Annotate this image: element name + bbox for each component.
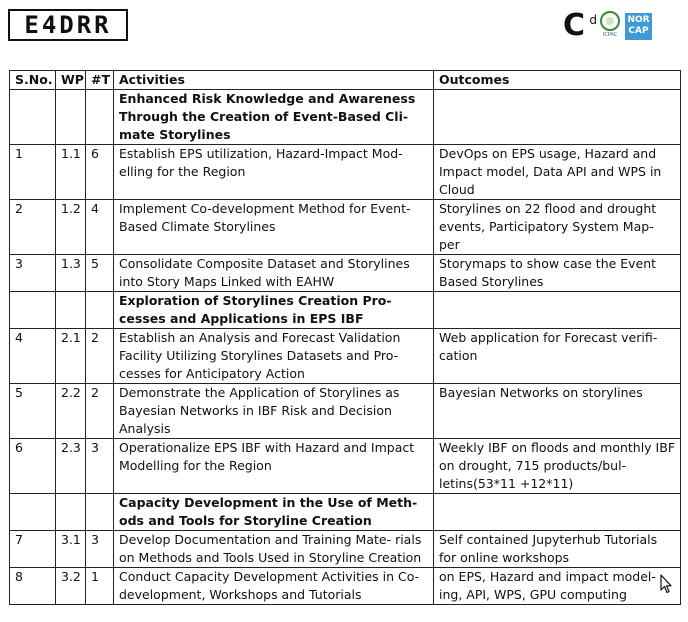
row-sno: 2 xyxy=(10,200,56,255)
norcap-logo-line1: NOR xyxy=(627,15,650,25)
section-empty-cell xyxy=(434,494,681,531)
header-activities: Activities xyxy=(114,71,434,90)
table-row xyxy=(10,531,681,568)
table-row xyxy=(10,439,681,494)
section-title: Exploration of Storylines Creation Pro- cesses and Applications in EPS IBF xyxy=(114,292,434,329)
row-wp: 2.1 xyxy=(56,329,86,384)
row-wp: 1.3 xyxy=(56,255,86,292)
icpac-logo-text: ICPAC xyxy=(602,32,618,38)
table-row xyxy=(10,384,681,439)
section-row xyxy=(10,90,681,145)
row-tasks: 1 xyxy=(86,568,114,605)
mouse-cursor-icon xyxy=(660,574,672,594)
row-outcome: Storylines on 22 flood and drought events, Participatory System Map- per xyxy=(434,200,681,255)
header-tasks: #T xyxy=(86,71,114,90)
row-tasks: 3 xyxy=(86,439,114,494)
row-activity: Establish an Analysis and Forecast Validation Facility Utilizing Storylines Datasets and Pro- cesses for Anticipatory Action xyxy=(114,329,434,384)
section-empty-cell xyxy=(56,494,86,531)
section-empty-cell xyxy=(10,90,56,145)
row-activity: Demonstrate the Application of Storylines as Bayesian Networks in IBF Risk and Decision Analysis xyxy=(114,384,434,439)
row-activity: Operationalize EPS IBF with Hazard and Impact Modelling for the Region xyxy=(114,439,434,494)
row-sno: 3 xyxy=(10,255,56,292)
e4drr-logo-text: E4DRR xyxy=(24,11,112,39)
row-tasks: 2 xyxy=(86,329,114,384)
row-outcome: Storymaps to show case the Event Based Storylines xyxy=(434,255,681,292)
row-wp: 1.2 xyxy=(56,200,86,255)
row-sno: 6 xyxy=(10,439,56,494)
section-title: Enhanced Risk Knowledge and Awareness Through the Creation of Event-Based Cli- mate Storylines xyxy=(114,90,434,145)
header-sno: S.No. xyxy=(10,71,56,90)
cd-logo xyxy=(563,10,595,42)
table-row xyxy=(10,568,681,605)
table-row xyxy=(10,329,681,384)
table-header-row xyxy=(10,71,681,90)
section-empty-cell xyxy=(434,292,681,329)
header-wp: WP xyxy=(56,71,86,90)
row-wp: 3.1 xyxy=(56,531,86,568)
section-empty-cell xyxy=(86,494,114,531)
section-empty-cell xyxy=(56,90,86,145)
section-empty-cell xyxy=(10,292,56,329)
row-outcome: Bayesian Networks on storylines xyxy=(434,384,681,439)
row-tasks: 4 xyxy=(86,200,114,255)
row-outcome: on EPS, Hazard and impact model- ing, API, WPS, GPU computing xyxy=(434,568,681,605)
row-tasks: 5 xyxy=(86,255,114,292)
section-row xyxy=(10,292,681,329)
row-sno: 4 xyxy=(10,329,56,384)
section-empty-cell xyxy=(10,494,56,531)
cd-logo-letter: C xyxy=(563,8,586,43)
icpac-logo xyxy=(599,11,621,41)
row-activity: Implement Co-development Method for Event- Based Climate Storylines xyxy=(114,200,434,255)
row-activity: Develop Documentation and Training Mate- rials on Methods and Tools Used in Storyline Creation xyxy=(114,531,434,568)
section-empty-cell xyxy=(56,292,86,329)
row-activity: Consolidate Composite Dataset and Storylines into Story Maps Linked with EAHW xyxy=(114,255,434,292)
row-tasks: 2 xyxy=(86,384,114,439)
norcap-logo-line2: CAP xyxy=(628,26,649,36)
row-tasks: 6 xyxy=(86,145,114,200)
row-activity: Establish EPS utilization, Hazard-Impact Mod- elling for the Region xyxy=(114,145,434,200)
cd-logo-superscript: d xyxy=(589,13,597,27)
section-row xyxy=(10,494,681,531)
row-activity: Conduct Capacity Development Activities in Co-development, Workshops and Tutorials xyxy=(114,568,434,605)
table-row xyxy=(10,200,681,255)
section-empty-cell xyxy=(434,90,681,145)
row-sno: 1 xyxy=(10,145,56,200)
row-outcome: Web application for Forecast verifi- cation xyxy=(434,329,681,384)
section-title: Capacity Development in the Use of Meth- ods and Tools for Storyline Creation xyxy=(114,494,434,531)
row-wp: 3.2 xyxy=(56,568,86,605)
activities-table xyxy=(9,70,681,605)
table-row xyxy=(10,145,681,200)
icpac-seal-icon xyxy=(600,11,620,31)
row-sno: 5 xyxy=(10,384,56,439)
row-outcome: Self contained Jupyterhub Tutorials for online workshops xyxy=(434,531,681,568)
header-outcomes: Outcomes xyxy=(434,71,681,90)
row-outcome: Weekly IBF on floods and monthly IBF on drought, 715 products/bul- letins(53*11 +12*11) xyxy=(434,439,681,494)
row-wp: 1.1 xyxy=(56,145,86,200)
partner-logos xyxy=(563,10,652,42)
table-row xyxy=(10,255,681,292)
row-outcome: DevOps on EPS usage, Hazard and Impact model, Data API and WPS in Cloud xyxy=(434,145,681,200)
section-empty-cell xyxy=(86,90,114,145)
row-sno: 8 xyxy=(10,568,56,605)
section-empty-cell xyxy=(86,292,114,329)
row-wp: 2.2 xyxy=(56,384,86,439)
row-wp: 2.3 xyxy=(56,439,86,494)
e4drr-logo xyxy=(8,9,128,41)
row-sno: 7 xyxy=(10,531,56,568)
row-tasks: 3 xyxy=(86,531,114,568)
norcap-logo xyxy=(625,13,652,40)
